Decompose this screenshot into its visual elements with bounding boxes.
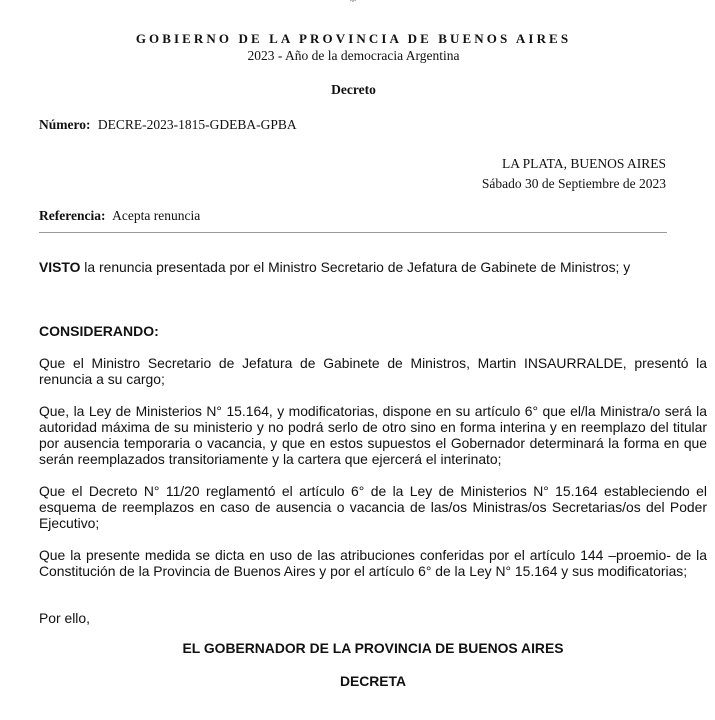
document-number — [39, 117, 297, 133]
city: LA PLATA, BUENOS AIRES — [502, 156, 666, 171]
number-value: DECRE-2023-1815-GDEBA-GPBA — [97, 117, 297, 132]
place-and-date — [482, 154, 666, 194]
considerando-paragraph: Que el Ministro Secretario de Jefatura de Gabinete de Ministros, Martin INSAURRALDE, presentó la renuncia a su cargo; — [39, 355, 707, 387]
considerando-paragraph: Que el Decreto N° 11/20 reglamentó el artículo 6° de la Ley de Ministerios N° 15.164 estableciendo el esquema de reemplazos en caso de ausencia o vacancia de las/os Ministras/os Secretarias/os del Poder Ejecutivo; — [39, 483, 707, 531]
document-type: Decreto — [331, 82, 376, 97]
visto-keyword: VISTO — [39, 259, 81, 275]
coat-of-arms-icon — [346, 0, 360, 2]
considerando-paragraph: Que la presente medida se dicta en uso de las atribuciones conferidas por el artículo 144 –proemio- de la Constitución de la Provincia de Buenos Aires y por el artículo 6° de la Ley N° 15.164 y sus modificatorias; — [39, 547, 707, 579]
visto-text: la renuncia presentada por el Ministro Secretario de Jefatura de Gabinete de Ministros; y — [80, 259, 631, 275]
closing-phrase: Por ello, — [39, 610, 90, 626]
authority-heading: EL GOBERNADOR DE LA PROVINCIA DE BUENOS AIRES — [182, 640, 564, 656]
considerando-heading: CONSIDERANDO: — [39, 323, 159, 339]
header-divider — [39, 232, 667, 233]
reference-label: Referencia: — [39, 208, 106, 223]
year-motto: 2023 - Año de la democracia Argentina — [247, 48, 460, 63]
reference — [39, 208, 200, 224]
visto-paragraph — [39, 259, 630, 275]
date: Sábado 30 de Septiembre de 2023 — [481, 176, 666, 191]
considerando-paragraph: Que, la Ley de Ministerios N° 15.164, y modificatorias, dispone en su artículo 6° que el/la Ministra/o será la autoridad máxima de su ministerio y no podrá serlo de otro sino en forma interina y en reemplazo del titular por ausencia temporaria o vacancia, y que en estos supuestos el Gobernador determinará la forma en que serán reemplazados transitoriamente y la cartera que ejercerá el interinato; — [39, 403, 707, 467]
decreta-heading: DECRETA — [339, 673, 407, 689]
reference-value: Acepta renuncia — [112, 208, 201, 223]
government-title: GOBIERNO DE LA PROVINCIA DE BUENOS AIRES — [135, 31, 572, 46]
number-label: Número: — [39, 117, 91, 132]
